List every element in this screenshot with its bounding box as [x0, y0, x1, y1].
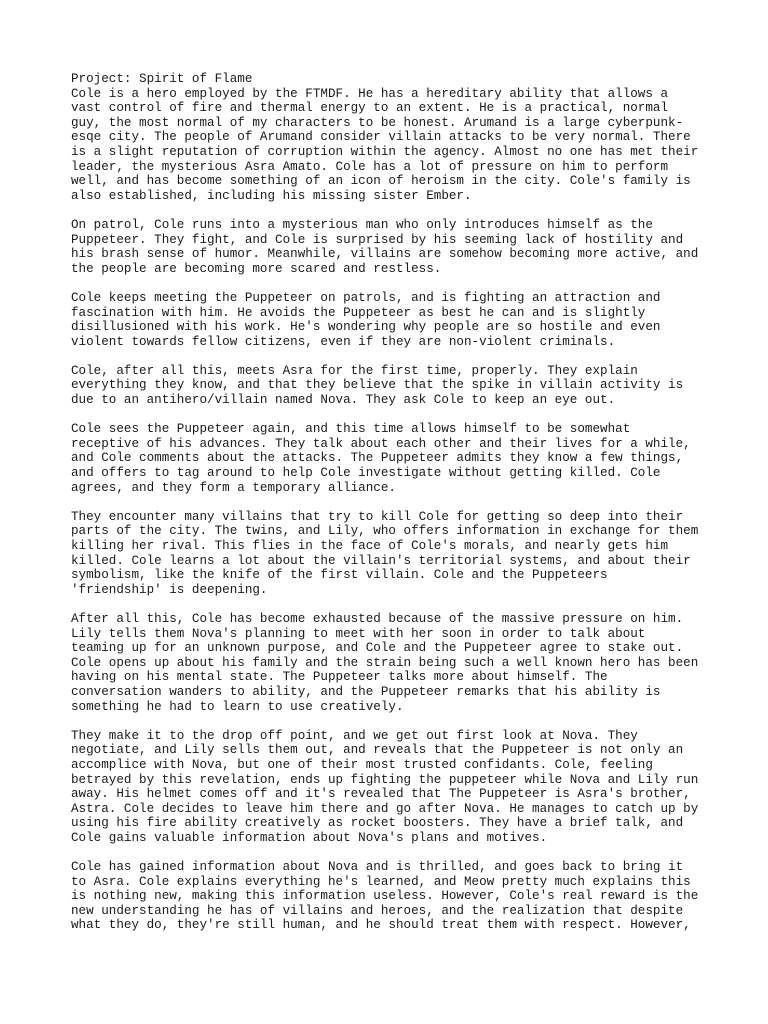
text-line: violent towards fellow citizens, even if they are non-violent criminals.	[71, 334, 616, 349]
text-line: Astra. Cole decides to leave him there and go after Nova. He manages to catch up by	[71, 801, 699, 816]
heading-line: Project: Spirit of Flame	[71, 72, 253, 86]
text-line: Cole keeps meeting the Puppeteer on patrols, and is fighting an attraction and	[71, 290, 661, 305]
text-line: esqe city. The people of Arumand consider villain attacks to be very normal. There	[71, 130, 691, 145]
text-line: leader, the mysterious Asra Amato. Cole has a lot of pressure on him to perform	[71, 159, 669, 174]
text-line: what they do, they're still human, and he should treat them with respect. However,	[71, 918, 691, 933]
text-line: is nothing new, making this information useless. However, Cole's real reward is the	[71, 889, 699, 904]
text-line: On patrol, Cole runs into a mysterious man who only introduces himself as the	[71, 217, 653, 232]
text-line: the people are becoming more scared and restless.	[71, 261, 442, 276]
paragraph-1	[71, 72, 711, 203]
text-line: negotiate, and Lily sells them out, and reveals that the Puppeteer is not only an	[71, 743, 684, 758]
text-line: Cole gains valuable information about Nova's plans and motives.	[71, 830, 548, 845]
document-body	[71, 72, 711, 948]
text-line: new understanding he has of villains and heroes, and the realization that despite	[71, 903, 684, 918]
text-line: teaming up for an unknown purpose, and Cole and the Puppeteer agree to stake out.	[71, 641, 684, 656]
text-line: Cole has gained information about Nova and is thrilled, and goes back to bring it	[71, 860, 684, 875]
text-line: his brash sense of humor. Meanwhile, villains are somehow becoming more active, and	[71, 247, 699, 262]
text-line: They make it to the drop off point, and we get out first look at Nova. They	[71, 728, 638, 743]
text-line: to Asra. Cole explains everything he's learned, and Meow pretty much explains this	[71, 874, 691, 889]
text-line: disillusioned with his work. He's wondering why people are so hostile and even	[71, 320, 661, 335]
text-line: something he had to learn to use creatively.	[71, 699, 404, 714]
text-line: Lily tells them Nova's planning to meet with her soon in order to talk about	[71, 626, 646, 641]
paragraph-7	[71, 612, 711, 714]
text-line: everything they know, and that they believe that the spike in villain activity is	[71, 378, 684, 393]
paragraph-2	[71, 218, 711, 276]
text-line: is a slight reputation of corruption within the agency. Almost no one has met their	[71, 144, 699, 159]
paragraph-6	[71, 510, 711, 598]
text-line: parts of the city. The twins, and Lily, who offers information in exchange for them	[71, 524, 699, 539]
text-line: After all this, Cole has become exhausted because of the massive pressure on him.	[71, 611, 684, 626]
text-line: Cole opens up about his family and the strain being such a well known hero has been	[71, 655, 699, 670]
text-line: 'friendship' is deepening.	[71, 582, 268, 597]
text-line: agrees, and they form a temporary alliance.	[71, 480, 396, 495]
text-line: Cole is a hero employed by the FTMDF. He has a hereditary ability that allows a	[71, 86, 669, 101]
text-line: and offers to tag around to help Cole investigate without getting killed. Cole	[71, 466, 661, 481]
text-line: killing her rival. This flies in the face of Cole's morals, and nearly gets him	[71, 539, 669, 553]
text-line: having on his mental state. The Puppeteer talks more about himself. The	[71, 670, 608, 685]
text-line: They encounter many villains that try to kill Cole for getting so deep into their	[71, 509, 684, 524]
text-line: vast control of fire and thermal energy to an extent. He is a practical, normal	[71, 101, 669, 116]
text-line: Cole sees the Puppeteer again, and this time allows himself to be somewhat	[71, 422, 631, 437]
text-line: guy, the most normal of my characters to be honest. Arumand is a large cyberpunk-	[71, 115, 684, 130]
text-line: conversation wanders to ability, and the Puppeteer remarks that his ability is	[71, 684, 661, 699]
paragraph-3	[71, 291, 711, 349]
text-line: receptive of his advances. They talk about each other and their lives for a while,	[71, 436, 691, 451]
text-line: Cole, after all this, meets Asra for the first time, properly. They explain	[71, 363, 638, 378]
text-line: symbolism, like the knife of the first villain. Cole and the Puppeteers	[71, 568, 608, 583]
paragraph-8	[71, 729, 711, 846]
text-line: using his fire ability creatively as rocket boosters. They have a brief talk, and	[71, 816, 684, 831]
text-line: due to an antihero/villain named Nova. They ask Cole to keep an eye out.	[71, 393, 616, 408]
text-line: also established, including his missing sister Ember.	[71, 188, 472, 203]
text-line: Puppeteer. They fight, and Cole is surprised by his seeming lack of hostility and	[71, 232, 684, 247]
text-line: fascination with him. He avoids the Puppeteer as best he can and is slightly	[71, 305, 646, 320]
text-line: and Cole comments about the attacks. The Puppeteer admits they know a few things,	[71, 451, 684, 466]
paragraph-4	[71, 364, 711, 408]
paragraph-9	[71, 860, 711, 933]
text-line: away. His helmet comes off and it's revealed that The Puppeteer is Asra's brother,	[71, 787, 691, 802]
text-line: betrayed by this revelation, ends up fighting the puppeteer while Nova and Lily run	[71, 772, 699, 787]
text-line: accomplice with Nova, but one of their most trusted confidants. Cole, feeling	[71, 757, 653, 772]
paragraph-5	[71, 422, 711, 495]
text-line: killed. Cole learns a lot about the villain's territorial systems, and about their	[71, 553, 691, 568]
text-line: well, and has become something of an icon of heroism in the city. Cole's family is	[71, 174, 691, 189]
